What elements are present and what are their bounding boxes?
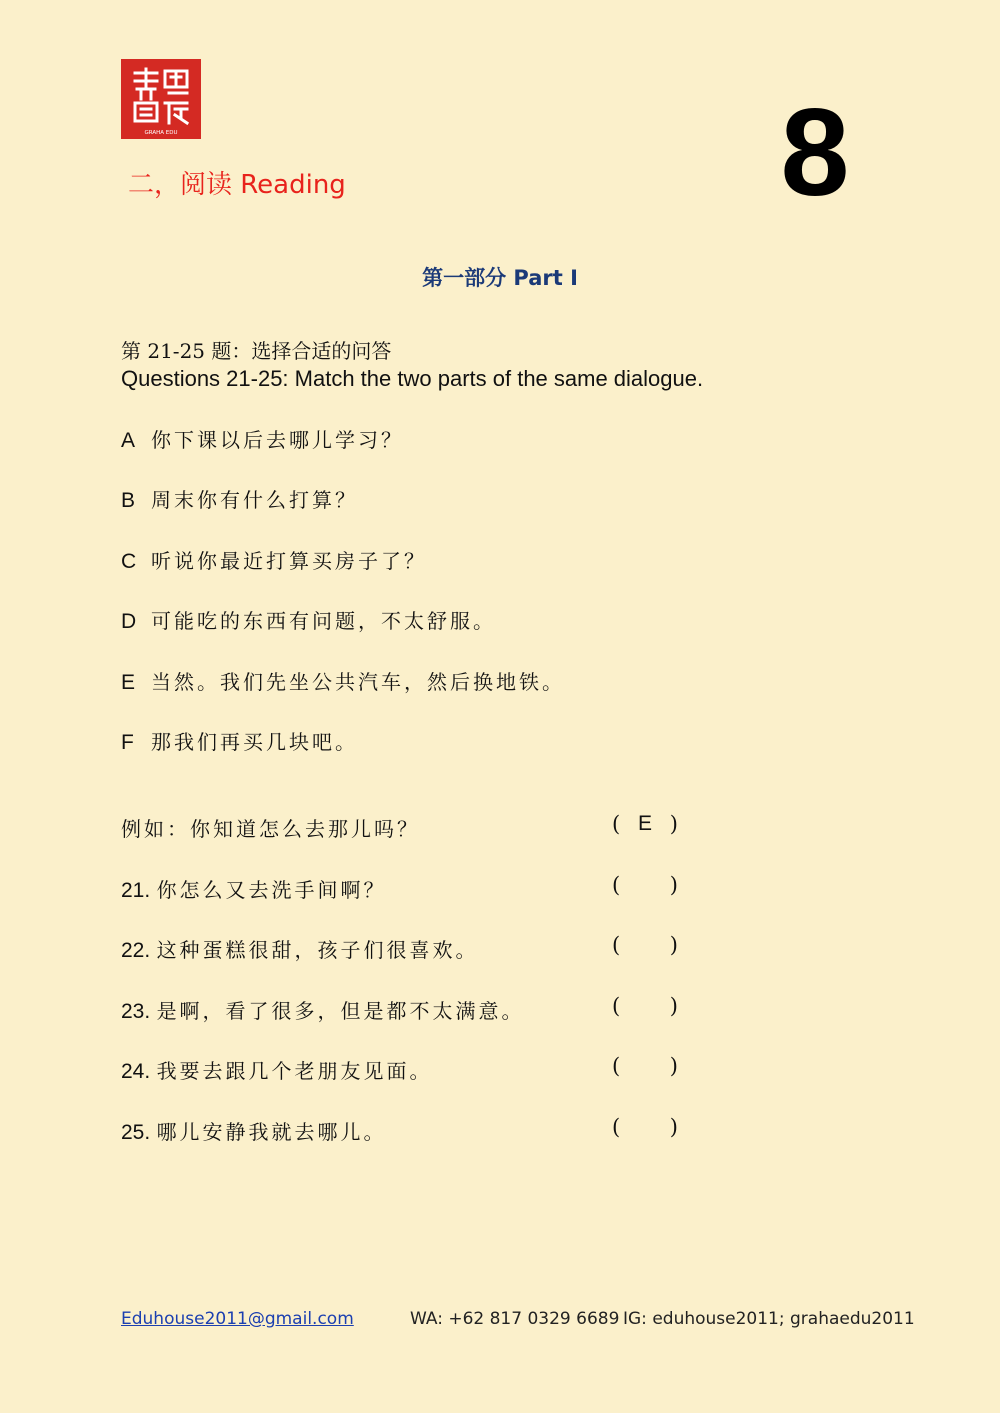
option-text: 周末你有什么打算？ xyxy=(151,488,358,512)
question-number: 21. xyxy=(121,879,151,902)
svg-text:GRAHA EDU: GRAHA EDU xyxy=(144,130,178,136)
footer-instagram: IG: eduhouse2011; grahaedu2011 xyxy=(623,1309,915,1329)
answer-box-21[interactable] xyxy=(612,873,678,897)
paren-open: ( xyxy=(612,1115,621,1139)
option-a xyxy=(121,424,404,453)
example-label: 例如： xyxy=(121,817,190,841)
option-letter: F xyxy=(121,731,134,754)
paren-open: ( xyxy=(612,1054,621,1078)
question-text: 你怎么又去洗手间啊？ xyxy=(156,878,387,902)
question-text: 这种蛋糕很甜，孩子们很喜欢。 xyxy=(156,938,479,962)
paren-open: ( xyxy=(612,873,621,897)
footer-whatsapp: WA: +62 817 0329 6689 xyxy=(410,1309,620,1329)
option-b xyxy=(121,484,358,513)
question-text: 是啊，看了很多，但是都不太满意。 xyxy=(156,999,525,1023)
instruction-chinese: 第 21-25 题：选择合适的问答 xyxy=(121,339,392,363)
answer-box-24[interactable] xyxy=(612,1054,678,1078)
question-22 xyxy=(121,934,479,963)
option-text: 那我们再买几块吧。 xyxy=(151,730,358,754)
answer-box-23[interactable] xyxy=(612,994,678,1018)
paren-close: ) xyxy=(669,1115,678,1139)
paren-close: ) xyxy=(669,812,678,836)
answer-box-25[interactable] xyxy=(612,1115,678,1139)
option-text: 听说你最近打算买房子了？ xyxy=(151,549,427,573)
option-letter: B xyxy=(121,489,136,512)
question-number: 25. xyxy=(121,1121,151,1144)
footer-email-link[interactable]: Eduhouse2011@gmail.com xyxy=(121,1309,354,1329)
option-d xyxy=(121,605,496,634)
example-question xyxy=(121,813,420,842)
paren-close: ) xyxy=(669,873,678,897)
graha-edu-logo xyxy=(121,59,201,139)
example-text: 你知道怎么去那儿吗？ xyxy=(190,817,420,841)
option-f xyxy=(121,726,358,755)
instruction-english: Questions 21-25: Match the two parts of the same dialogue. xyxy=(121,366,704,391)
answer-box-22[interactable] xyxy=(612,933,678,957)
paren-open: ( xyxy=(612,994,621,1018)
paren-open: ( xyxy=(612,933,621,957)
question-number: 22. xyxy=(121,939,151,962)
option-text: 可能吃的东西有问题，不太舒服。 xyxy=(151,609,496,633)
paren-open: ( xyxy=(612,812,621,836)
question-21 xyxy=(121,874,387,903)
example-answer: E xyxy=(637,812,652,835)
paren-close: ) xyxy=(669,1054,678,1078)
question-number: 24. xyxy=(121,1060,151,1083)
question-23 xyxy=(121,995,525,1024)
example-answer-box xyxy=(612,812,678,836)
paren-close: ) xyxy=(669,933,678,957)
question-number: 23. xyxy=(121,1000,151,1023)
option-letter: D xyxy=(121,610,137,633)
part-title: 第一部分 Part I xyxy=(422,266,578,290)
question-25 xyxy=(121,1116,387,1145)
option-letter: C xyxy=(121,550,137,573)
option-text: 你下课以后去哪儿学习？ xyxy=(151,428,404,452)
question-24 xyxy=(121,1055,433,1084)
option-c xyxy=(121,545,427,574)
option-letter: E xyxy=(121,671,136,694)
option-e xyxy=(121,666,565,695)
option-letter: A xyxy=(121,429,136,452)
page-number: 8 xyxy=(780,84,850,222)
question-text: 哪儿安静我就去哪儿。 xyxy=(156,1120,387,1144)
question-text: 我要去跟几个老朋友见面。 xyxy=(156,1059,433,1083)
section-title: 二，阅读 Reading xyxy=(128,170,346,200)
option-text: 当然。我们先坐公共汽车，然后换地铁。 xyxy=(151,670,565,694)
paren-close: ) xyxy=(669,994,678,1018)
